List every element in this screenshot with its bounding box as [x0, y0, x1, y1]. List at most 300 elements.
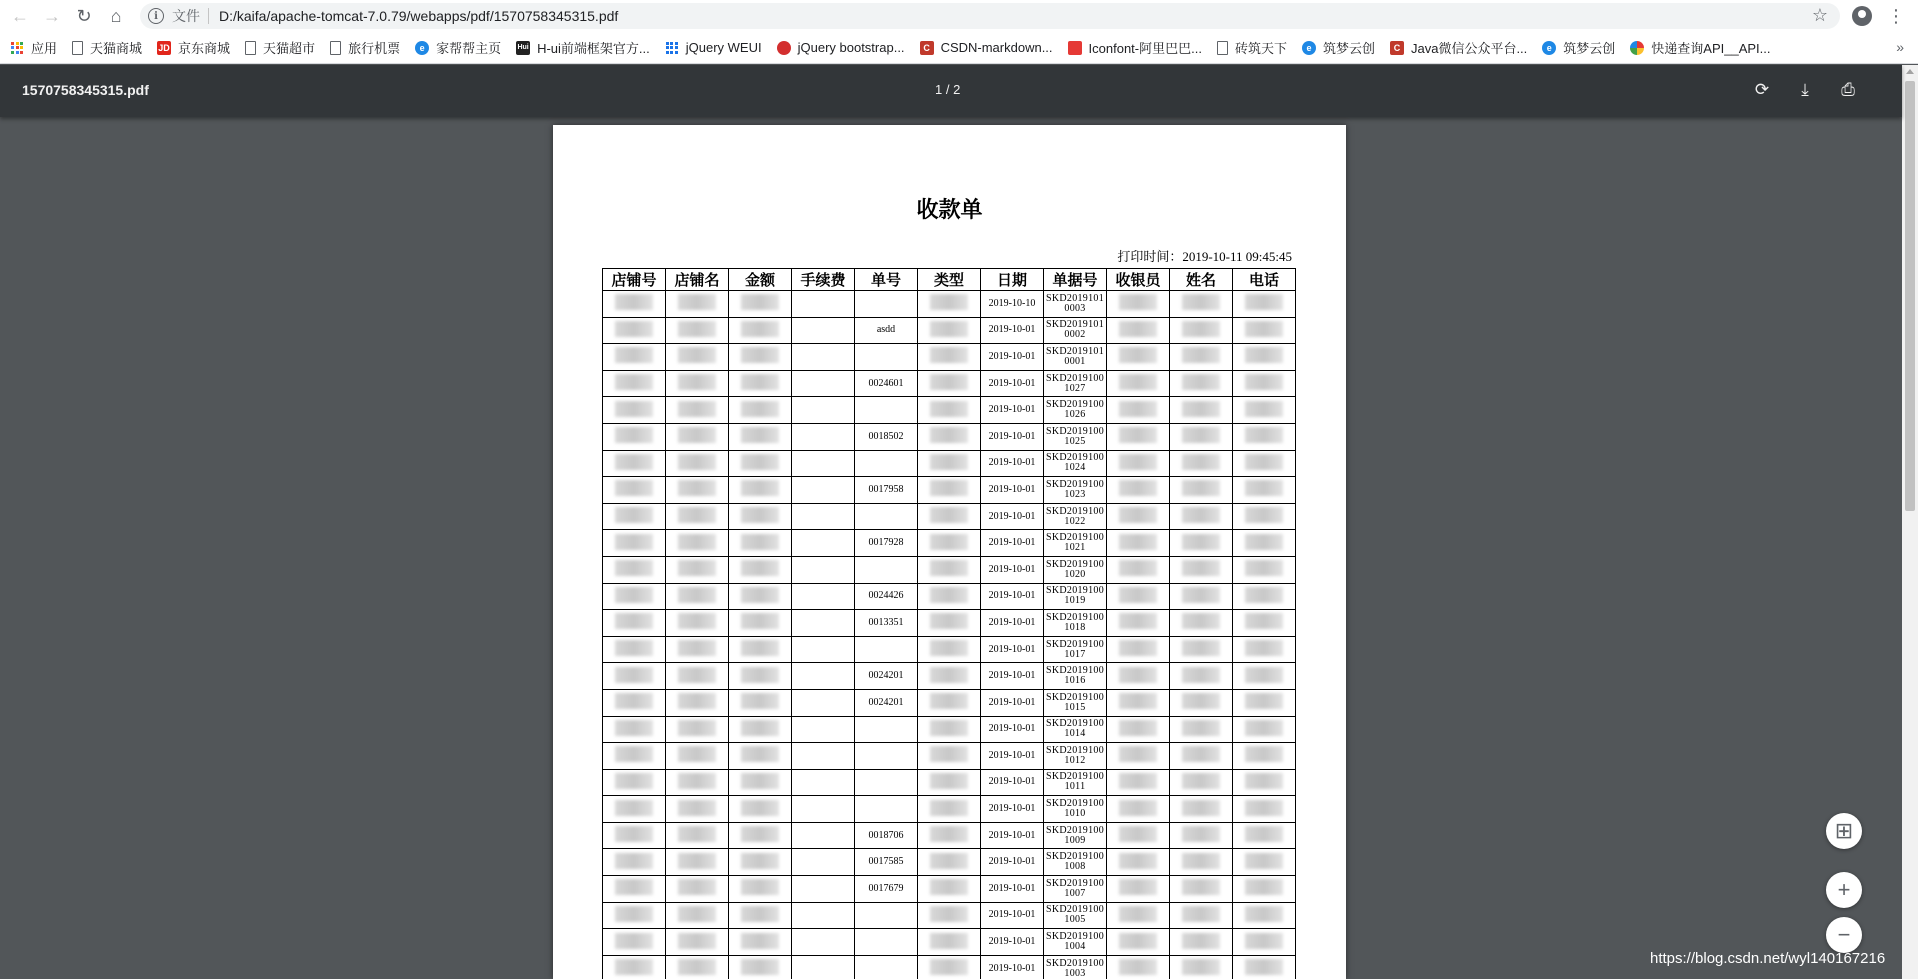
order-number-cell [855, 503, 918, 530]
pdf-toolbar [0, 65, 1902, 117]
redaction-blur [1245, 693, 1283, 709]
bill-number-cell: SKD2019100 1027 [1044, 370, 1107, 397]
redaction-blur [930, 933, 968, 949]
redaction-blur [741, 374, 779, 390]
redacted-cell [729, 636, 792, 663]
ie-icon: e [1302, 41, 1316, 55]
redaction-blur [615, 347, 653, 363]
order-number-cell: asdd [855, 317, 918, 344]
redacted-cell [666, 317, 729, 344]
redaction-blur [930, 321, 968, 337]
redacted-cell [792, 663, 855, 690]
bill-number-cell: SKD2019100 1024 [1044, 450, 1107, 477]
redaction-blur [1182, 480, 1220, 496]
bookmark-item[interactable] [1068, 38, 1202, 57]
column-header: 类型 [918, 269, 981, 291]
date-cell: 2019-10-01 [981, 556, 1044, 583]
table-row [603, 796, 1296, 823]
bookmark-label: H-ui前端框架官方... [537, 41, 650, 56]
redacted-cell [1170, 716, 1233, 743]
redaction-blur [1245, 720, 1283, 736]
redaction-blur [1182, 906, 1220, 922]
date-cell: 2019-10-01 [981, 743, 1044, 770]
redaction-blur [1119, 401, 1157, 417]
redaction-blur [615, 401, 653, 417]
order-number-cell [855, 291, 918, 318]
scroll-up-arrow-icon[interactable] [1906, 69, 1914, 74]
bookmark-label: 快递查询API__API... [1651, 41, 1771, 56]
date-cell: 2019-10-01 [981, 849, 1044, 876]
date-cell: 2019-10-01 [981, 929, 1044, 956]
download-icon[interactable]: ⤓ [1801, 80, 1809, 99]
bill-number-cell: SKD2019100 1018 [1044, 610, 1107, 637]
reload-icon[interactable]: ↻ [76, 5, 92, 26]
column-header: 日期 [981, 269, 1044, 291]
redaction-blur [615, 959, 653, 975]
receipt-table [602, 268, 1296, 979]
redaction-blur [930, 667, 968, 683]
order-number-cell [855, 902, 918, 929]
hui-icon: Hui [516, 41, 530, 55]
ie-icon: e [1542, 41, 1556, 55]
redacted-cell [1233, 716, 1296, 743]
redaction-blur [678, 480, 716, 496]
order-number-cell [855, 929, 918, 956]
bill-number-cell: SKD2019100 1026 [1044, 397, 1107, 424]
table-row [603, 636, 1296, 663]
redacted-cell [603, 450, 666, 477]
redaction-blur [741, 746, 779, 762]
redaction-blur [678, 959, 716, 975]
redaction-blur [930, 746, 968, 762]
redacted-cell [1170, 291, 1233, 318]
redaction-blur [615, 640, 653, 656]
redaction-blur [1119, 427, 1157, 443]
redacted-cell [729, 556, 792, 583]
redacted-cell [666, 716, 729, 743]
redaction-blur [1182, 321, 1220, 337]
redacted-cell [1170, 769, 1233, 796]
order-number-cell [855, 955, 918, 979]
redacted-cell [603, 317, 666, 344]
order-number-cell: 0013351 [855, 610, 918, 637]
redaction-blur [1119, 720, 1157, 736]
redaction-blur [1182, 401, 1220, 417]
redacted-cell [792, 423, 855, 450]
redacted-cell [603, 583, 666, 610]
redacted-cell [666, 743, 729, 770]
bookmark-item[interactable] [920, 40, 1053, 55]
redaction-blur [741, 613, 779, 629]
redaction-blur [1119, 294, 1157, 310]
bookmark-item[interactable] [72, 38, 142, 57]
redaction-blur [1119, 587, 1157, 603]
redacted-cell [1170, 610, 1233, 637]
bookmark-item[interactable] [245, 38, 315, 57]
bookmark-item[interactable] [330, 38, 400, 57]
bookmark-item[interactable] [10, 38, 57, 57]
redacted-cell [792, 716, 855, 743]
redaction-blur [741, 720, 779, 736]
redaction-blur [1245, 294, 1283, 310]
table-row [603, 716, 1296, 743]
redacted-cell [603, 370, 666, 397]
redaction-blur [930, 906, 968, 922]
date-cell: 2019-10-10 [981, 291, 1044, 318]
redacted-cell [603, 849, 666, 876]
redacted-cell [666, 636, 729, 663]
redacted-cell [729, 610, 792, 637]
date-cell: 2019-10-01 [981, 769, 1044, 796]
redacted-cell [729, 663, 792, 690]
page-icon [245, 41, 256, 55]
redacted-cell [666, 610, 729, 637]
redaction-blur [930, 480, 968, 496]
star-icon[interactable]: ☆ [1811, 5, 1828, 25]
date-cell: 2019-10-01 [981, 636, 1044, 663]
bill-number-cell: SKD2019100 1008 [1044, 849, 1107, 876]
redaction-blur [1245, 959, 1283, 975]
rotate-icon[interactable]: ⟳ [1754, 80, 1770, 99]
redaction-blur [615, 720, 653, 736]
bookmark-label: Java微信公众平台... [1410, 41, 1528, 56]
redacted-cell [1170, 317, 1233, 344]
home-icon[interactable]: ⌂ [110, 5, 122, 26]
redaction-blur [930, 613, 968, 629]
redaction-blur [930, 773, 968, 789]
redacted-cell [792, 291, 855, 318]
redaction-blur [678, 374, 716, 390]
order-number-cell: 0017679 [855, 876, 918, 903]
redacted-cell [603, 822, 666, 849]
date-cell: 2019-10-01 [981, 397, 1044, 424]
redaction-blur [930, 800, 968, 816]
redacted-cell [603, 689, 666, 716]
redaction-blur [615, 933, 653, 949]
redacted-cell [792, 450, 855, 477]
redaction-blur [1182, 427, 1220, 443]
date-cell: 2019-10-01 [981, 317, 1044, 344]
redacted-cell [1107, 397, 1170, 424]
redacted-cell [603, 769, 666, 796]
bookmark-item[interactable] [1542, 38, 1615, 57]
redacted-cell [792, 583, 855, 610]
bookmark-item[interactable] [516, 38, 650, 57]
redaction-blur [1245, 746, 1283, 762]
order-number-cell: 0017958 [855, 477, 918, 504]
bookmark-label: jQuery WEUI [685, 40, 762, 55]
redaction-blur [615, 507, 653, 523]
redacted-cell [918, 317, 981, 344]
date-cell: 2019-10-01 [981, 689, 1044, 716]
redacted-cell [918, 370, 981, 397]
redacted-cell [729, 902, 792, 929]
redacted-cell [792, 876, 855, 903]
redacted-cell [729, 796, 792, 823]
redaction-blur [1119, 959, 1157, 975]
redacted-cell [729, 955, 792, 979]
bookmark-item[interactable] [777, 40, 905, 55]
redaction-blur [615, 773, 653, 789]
menu-kebab-icon[interactable]: ⋮ [1887, 6, 1905, 26]
redaction-blur [1119, 507, 1157, 523]
date-cell: 2019-10-01 [981, 796, 1044, 823]
redaction-blur [615, 294, 653, 310]
date-cell: 2019-10-01 [981, 716, 1044, 743]
back-arrow-icon[interactable]: ← [11, 5, 29, 26]
redacted-cell [792, 955, 855, 979]
redacted-cell [792, 503, 855, 530]
redaction-blur [678, 853, 716, 869]
bookmarks-bar [0, 32, 1918, 64]
bookmark-item[interactable] [1217, 38, 1287, 57]
bill-number-cell: SKD2019100 1016 [1044, 663, 1107, 690]
redacted-cell [666, 689, 729, 716]
redacted-cell [666, 397, 729, 424]
bill-number-cell: SKD2019100 1020 [1044, 556, 1107, 583]
redacted-cell [1107, 317, 1170, 344]
redacted-cell [918, 344, 981, 371]
redaction-blur [1119, 321, 1157, 337]
pdf-filename: 1570758345315.pdf [22, 82, 149, 98]
redaction-blur [1182, 640, 1220, 656]
bookmark-item[interactable] [415, 38, 501, 57]
redaction-blur [930, 507, 968, 523]
redacted-cell [1233, 583, 1296, 610]
redaction-blur [1182, 454, 1220, 470]
bill-number-cell: SKD2019100 1007 [1044, 876, 1107, 903]
redacted-cell [729, 423, 792, 450]
redacted-cell [603, 663, 666, 690]
redaction-blur [741, 693, 779, 709]
order-number-cell: 0017928 [855, 530, 918, 557]
redacted-cell [603, 902, 666, 929]
redacted-cell [918, 849, 981, 876]
bookmark-label: 砖筑天下 [1234, 41, 1287, 56]
bookmarks-overflow-icon[interactable]: » [1896, 39, 1904, 55]
zoom-in-icon[interactable]: + [1826, 872, 1862, 908]
redacted-cell [603, 423, 666, 450]
fit-page-icon[interactable]: ⊞ [1826, 813, 1862, 849]
redaction-blur [1245, 507, 1283, 523]
redaction-blur [741, 587, 779, 603]
bookmark-item[interactable] [665, 40, 762, 55]
column-header: 金额 [729, 269, 792, 291]
redacted-cell [1170, 423, 1233, 450]
redaction-blur [930, 693, 968, 709]
order-number-cell [855, 796, 918, 823]
redacted-cell [729, 769, 792, 796]
table-row [603, 769, 1296, 796]
redacted-cell [1233, 450, 1296, 477]
redaction-blur [1119, 773, 1157, 789]
redacted-cell [1233, 822, 1296, 849]
redaction-blur [1245, 347, 1283, 363]
redaction-blur [1119, 800, 1157, 816]
table-row [603, 503, 1296, 530]
date-cell: 2019-10-01 [981, 530, 1044, 557]
bookmark-item[interactable] [1302, 38, 1375, 57]
bill-number-cell: SKD2019100 1012 [1044, 743, 1107, 770]
page-icon [1217, 41, 1228, 55]
zoom-out-icon[interactable]: − [1826, 917, 1862, 953]
scroll-thumb[interactable] [1905, 81, 1915, 511]
redaction-blur [930, 879, 968, 895]
redacted-cell [666, 955, 729, 979]
redacted-cell [792, 796, 855, 823]
redaction-blur [1245, 933, 1283, 949]
redaction-blur [741, 853, 779, 869]
redacted-cell [603, 636, 666, 663]
redacted-cell [918, 556, 981, 583]
redaction-blur [1245, 534, 1283, 550]
redaction-blur [1182, 560, 1220, 576]
redaction-blur [1245, 454, 1283, 470]
redacted-cell [729, 689, 792, 716]
table-row [603, 849, 1296, 876]
redaction-blur [678, 427, 716, 443]
redacted-cell [792, 849, 855, 876]
bill-number-cell: SKD2019100 1004 [1044, 929, 1107, 956]
address-bar [0, 0, 1918, 32]
redacted-cell [1233, 556, 1296, 583]
redaction-blur [1182, 613, 1220, 629]
date-cell: 2019-10-01 [981, 822, 1044, 849]
apps-icon [10, 41, 24, 55]
redaction-blur [1245, 560, 1283, 576]
redaction-blur [1119, 693, 1157, 709]
redacted-cell [918, 291, 981, 318]
redacted-cell [918, 450, 981, 477]
redacted-cell [918, 663, 981, 690]
redacted-cell [918, 955, 981, 979]
bookmark-item[interactable] [1390, 38, 1527, 57]
redaction-blur [615, 746, 653, 762]
order-number-cell [855, 397, 918, 424]
redacted-cell [1170, 929, 1233, 956]
kuaidi-icon [1630, 41, 1644, 55]
redacted-cell [666, 929, 729, 956]
bookmark-item[interactable] [157, 38, 230, 57]
info-icon[interactable]: i [148, 8, 164, 24]
redaction-blur [615, 480, 653, 496]
page-icon [72, 41, 83, 55]
redaction-blur [741, 959, 779, 975]
redacted-cell [1107, 291, 1170, 318]
redacted-cell [1233, 743, 1296, 770]
bill-number-cell: SKD2019100 1017 [1044, 636, 1107, 663]
redaction-blur [678, 933, 716, 949]
redacted-cell [1170, 344, 1233, 371]
bill-number-cell: SKD2019100 1022 [1044, 503, 1107, 530]
table-row [603, 370, 1296, 397]
redacted-cell [1107, 583, 1170, 610]
redaction-blur [1182, 507, 1220, 523]
date-cell: 2019-10-01 [981, 344, 1044, 371]
redaction-blur [741, 667, 779, 683]
table-row [603, 876, 1296, 903]
profile-avatar-icon[interactable] [1852, 6, 1872, 26]
redacted-cell [918, 769, 981, 796]
bookmark-label: 旅行机票 [348, 41, 401, 56]
redaction-blur [678, 640, 716, 656]
order-number-cell: 0018502 [855, 423, 918, 450]
redacted-cell [1170, 556, 1233, 583]
column-header: 姓名 [1170, 269, 1233, 291]
redaction-blur [678, 507, 716, 523]
url-omnibox[interactable] [140, 3, 1840, 29]
bookmark-label: 筑梦云创 [1563, 41, 1616, 56]
redaction-blur [1119, 480, 1157, 496]
redacted-cell [1107, 503, 1170, 530]
order-number-cell: 0024201 [855, 689, 918, 716]
table-row [603, 423, 1296, 450]
order-number-cell [855, 636, 918, 663]
table-row [603, 610, 1296, 637]
redacted-cell [1107, 530, 1170, 557]
redacted-cell [1170, 689, 1233, 716]
redacted-cell [1107, 876, 1170, 903]
redaction-blur [678, 693, 716, 709]
redaction-blur [1119, 374, 1157, 390]
redacted-cell [729, 716, 792, 743]
bookmark-item[interactable] [1630, 38, 1770, 57]
redaction-blur [678, 321, 716, 337]
redaction-blur [741, 826, 779, 842]
redacted-cell [1233, 530, 1296, 557]
redacted-cell [1170, 583, 1233, 610]
redaction-blur [1119, 667, 1157, 683]
date-cell: 2019-10-01 [981, 955, 1044, 979]
redacted-cell [603, 503, 666, 530]
redaction-blur [1182, 374, 1220, 390]
column-header: 单号 [855, 269, 918, 291]
redaction-blur [930, 454, 968, 470]
forward-arrow-icon[interactable]: → [43, 5, 61, 26]
url-text[interactable]: D:/kaifa/apache-tomcat-7.0.79/webapps/pdf/1570758345315.pdf [219, 8, 619, 24]
redacted-cell [918, 743, 981, 770]
redaction-blur [615, 826, 653, 842]
redacted-cell [1107, 556, 1170, 583]
redacted-cell [729, 477, 792, 504]
table-row [603, 955, 1296, 979]
order-number-cell [855, 344, 918, 371]
redacted-cell [792, 822, 855, 849]
table-row [603, 556, 1296, 583]
redacted-cell [792, 344, 855, 371]
redacted-cell [666, 503, 729, 530]
page-indicator: 1 / 2 [935, 82, 961, 97]
redaction-blur [1119, 640, 1157, 656]
date-cell: 2019-10-01 [981, 902, 1044, 929]
redaction-blur [1245, 480, 1283, 496]
order-number-cell [855, 716, 918, 743]
redaction-blur [678, 613, 716, 629]
print-icon[interactable]: ⎙ [1841, 80, 1855, 99]
vertical-scrollbar[interactable] [1902, 65, 1918, 979]
redaction-blur [930, 853, 968, 869]
redacted-cell [1107, 663, 1170, 690]
table-row [603, 477, 1296, 504]
redaction-blur [1119, 933, 1157, 949]
order-number-cell [855, 556, 918, 583]
redacted-cell [792, 556, 855, 583]
csdn-icon: C [1390, 41, 1404, 55]
redacted-cell [729, 822, 792, 849]
redaction-blur [741, 800, 779, 816]
redacted-cell [1233, 849, 1296, 876]
order-number-cell: 0018706 [855, 822, 918, 849]
